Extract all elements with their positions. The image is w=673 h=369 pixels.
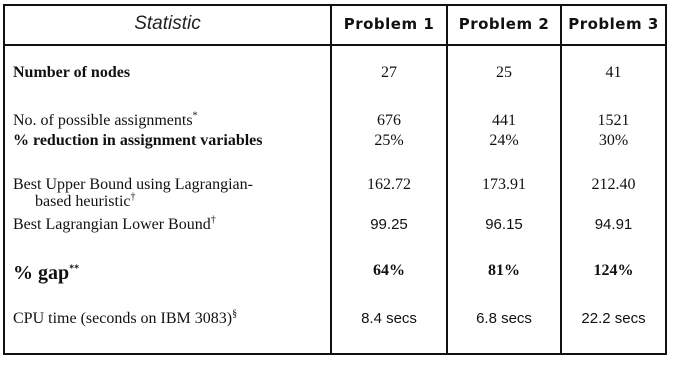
footnote-marker: † [210, 214, 216, 226]
statistics-table [3, 4, 667, 355]
cell-value: 212.40 [591, 176, 636, 193]
cell-value: 64% [373, 262, 405, 279]
header-problem-1: Problem 1 [343, 15, 435, 33]
row-label [13, 216, 216, 234]
cell-value: 173.91 [482, 176, 526, 193]
row-label [13, 310, 237, 328]
cell-value: 162.72 [367, 176, 411, 193]
cell-value: 124% [593, 262, 634, 279]
cell-value: 81% [488, 262, 520, 279]
row-label-text: Best Lagrangian Lower Bound [13, 216, 211, 233]
row-label: Best Upper Bound using Lagrangian- [13, 176, 253, 193]
row-label-continuation [35, 193, 136, 211]
table-header [5, 6, 665, 46]
row-label-text: No. of possible assignments [13, 112, 193, 129]
cell-value: 6.8 secs [476, 310, 532, 327]
footnote-marker: ** [69, 263, 80, 275]
cell-value: 94.91 [594, 216, 633, 233]
cell-value: 1521 [597, 112, 630, 129]
cell-value: 676 [377, 112, 401, 129]
cell-value: 8.4 secs [361, 310, 417, 327]
cell-value: 441 [492, 112, 516, 129]
cell-value: 99.25 [370, 216, 408, 233]
row-label-text: % gap [13, 262, 70, 284]
row-label-text: CPU time (seconds on IBM 3083) [13, 310, 233, 327]
row-label [13, 262, 79, 285]
cell-value: 30% [598, 132, 629, 149]
cell-value: 41 [605, 64, 622, 81]
cell-value: 27 [381, 64, 397, 81]
header-problem-3: Problem 3 [568, 15, 659, 33]
row-label: Number of nodes [13, 64, 131, 81]
row-label [13, 112, 198, 130]
footnote-marker: † [130, 191, 136, 203]
header-problem-2: Problem 2 [458, 15, 550, 33]
footnote-marker: § [232, 308, 238, 320]
cell-value: 25 [496, 64, 512, 81]
header-statistic: Statistic [134, 13, 201, 34]
cell-value: 22.2 secs [581, 310, 646, 327]
row-label-text: based heuristic [35, 193, 131, 210]
cell-value: 24% [489, 132, 519, 149]
row-label: % reduction in assignment variables [13, 132, 263, 149]
footnote-marker: * [192, 110, 198, 122]
cell-value: 25% [374, 132, 404, 149]
cell-value: 96.15 [485, 216, 523, 233]
